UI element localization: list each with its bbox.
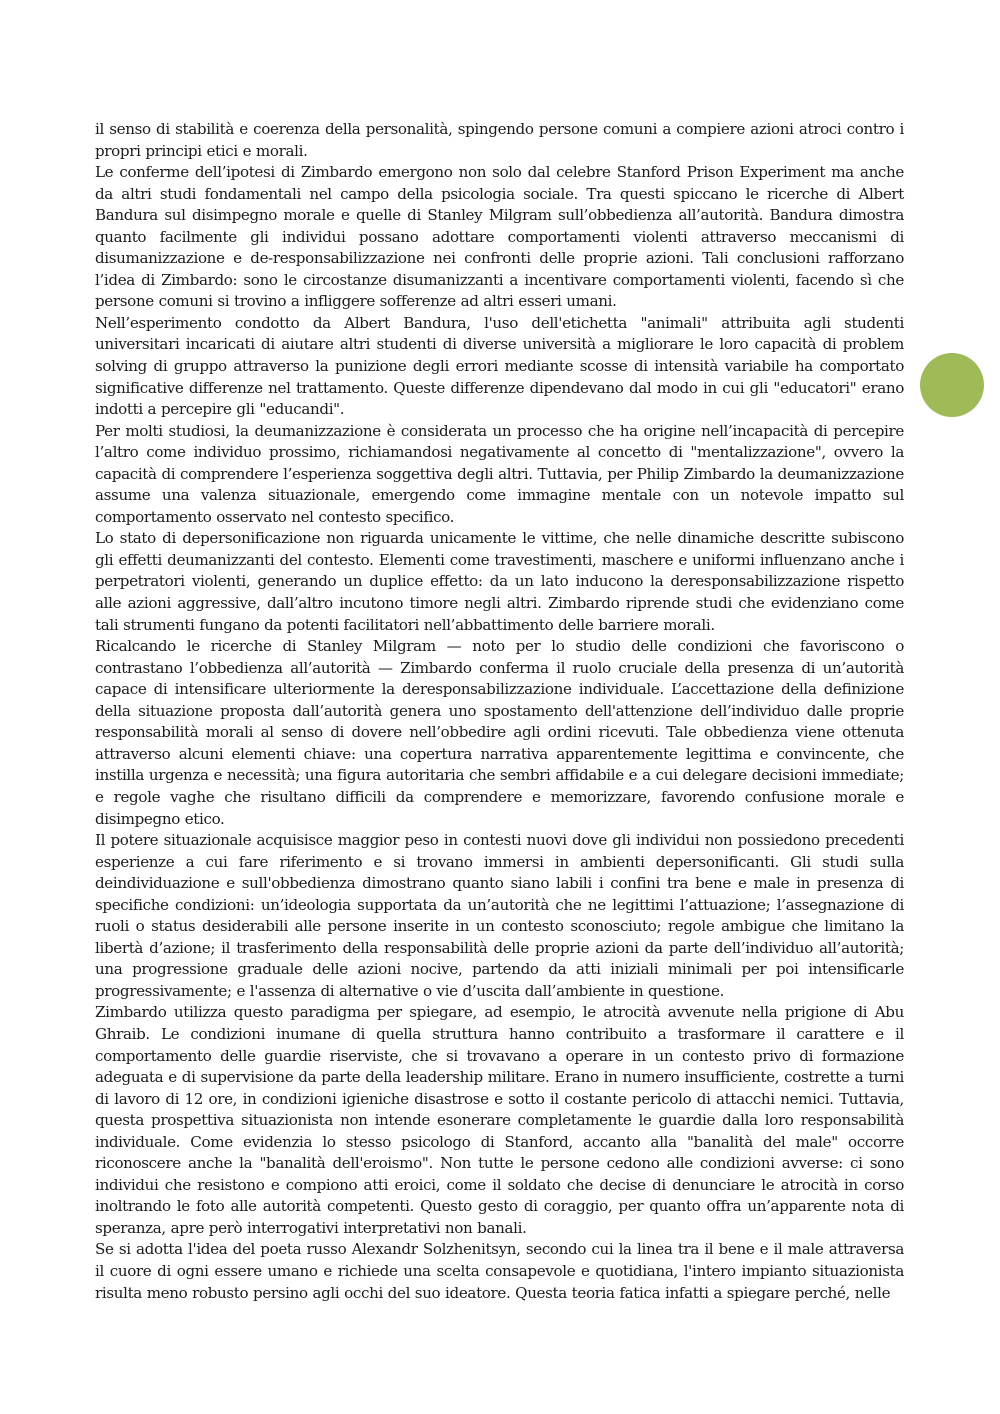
body-text (95, 119, 904, 1304)
paragraph-6: Ricalcando le ricerche di Stanley Milgram — noto per lo studio delle condizioni che favoriscono o contrastano l’obbedienza all’autorità — Zimbardo conferma il ruolo cruciale della presenza di un’autorità capace di intensificare ulteriormente la deresponsabilizzazione individuale. L’accettazione della definizione della situazione proposta dall’autorità genera uno spostamento dell'attenzione dell’individuo dalle proprie responsabilità morali al senso di dovere nell’obbedire agli ordini ricevuti. Tale obbedienza viene ottenuta attraverso alcuni elementi chiave: una copertura narrativa apparentemente legittima e convincente, che instilla urgenza e necessità; una figura autoritaria che sembri affidabile e a cui delegare decisioni immediate; e regole vaghe che risultano difficili da comprendere e memorizzare, favorendo confusione morale e disimpegno etico. (95, 637, 904, 828)
paragraph-1: il senso di stabilità e coerenza della personalità, spingendo persone comuni a compiere azioni atroci contro i propri principi etici e morali. (95, 120, 904, 160)
page-marker-circle (920, 353, 984, 417)
paragraph-4: Per molti studiosi, la deumanizzazione è considerata un processo che ha origine nell’incapacità di percepire l’altro come individuo prossimo, richiamandosi negativamente al concetto di "mentalizzazione", ovvero la capacità di comprendere l’esperienza soggettiva degli altri. Tuttavia, per Philip Zimbardo la deumanizzazione assume una valenza situazionale, emergendo come immagine mentale con un notevole impatto sul comportamento osservato nel contesto specifico. (95, 421, 904, 526)
paragraph-8: Zimbardo utilizza questo paradigma per spiegare, ad esempio, le atrocità avvenute nella prigione di Abu Ghraib. Le condizioni inumane di quella struttura hanno contribuito a trasformare il carattere e il comportamento delle guardie riserviste, che si trovavano a operare in un contesto privo di formazione adeguata e di supervisione da parte della leadership militare. Erano in numero insufficiente, costrette a turni di lavoro di 12 ore, in condizioni igieniche disastrose e sotto il costante pericolo di attacchi nemici. Tuttavia, questa prospettiva situazionista non intende esonerare completamente le guardie dalla loro responsabilità individuale. Come evidenzia lo stesso psicologo di Stanford, accanto alla "banalità del male" occorre riconoscere anche la "banalità dell'eroismo". Non tutte le persone cedono alle condizioni avverse: ci sono individui che resistono e compiono atti eroici, come il soldato che decise di denunciare le atrocità in corso inoltrando le foto alle autorità competenti. Questo gesto di coraggio, per quanto offra un’apparente nota di speranza, apre però interrogativi interpretativi non banali. (95, 1003, 904, 1237)
paragraph-5: Lo stato di depersonificazione non riguarda unicamente le vittime, che nelle dinamiche descritte subiscono gli effetti deumanizzanti del contesto. Elementi come travestimenti, maschere e uniformi influenzano anche i perpetratori violenti, generando un duplice effetto: da un lato inducono la deresponsabilizzazione rispetto alle azioni aggressive, dall’altro incutono timore negli altri. Zimbardo riprende studi che evidenziano come tali strumenti fungano da potenti facilitatori nell’abbattimento delle barriere morali. (95, 529, 904, 634)
paragraph-9: Se si adotta l'idea del poeta russo Alexandr Solzhenitsyn, secondo cui la linea tra il bene e il male attraversa il cuore di ogni essere umano e richiede una scelta consapevole e quotidiana, l'intero impianto situazionista risulta meno robusto persino agli occhi del suo ideatore. Questa teoria fatica infatti a spiegare perché, nelle (95, 1240, 904, 1302)
paragraph-3: Nell’esperimento condotto da Albert Bandura, l'uso dell'etichetta "animali" attribuita agli studenti universitari incaricati di aiutare altri studenti di diverse università a migliorare le loro capacità di problem solving di gruppo attraverso la punizione degli errori mediante scosse di intensità variabile ha comportato significative differenze nel trattamento. Queste differenze dipendevano dal modo in cui gli "educatori" erano indotti a percepire gli "educandi". (95, 313, 904, 419)
paragraph-2: Le conferme dell’ipotesi di Zimbardo emergono non solo dal celebre Stanford Prison Experiment ma anche da altri studi fondamentali nel campo della psicologia sociale. Tra questi spiccano le ricerche di Albert Bandura sul disimpegno morale e quelle di Stanley Milgram sull’obbedienza all’autorità. Bandura dimostra quanto facilmente gli individui possano adottare comportamenti violenti attraverso meccanismi di disumanizzazione e de-responsabilizzazione nei confronti delle proprie azioni. Tali conclusioni rafforzano l’idea di Zimbardo: sono le circostanze disumanizzanti a incentivare comportamenti violenti, facendo sì che persone comuni si trovino a infliggere sofferenze ad altri esseri umani. (95, 163, 904, 311)
paragraph-7: Il potere situazionale acquisisce maggior peso in contesti nuovi dove gli individui non possiedono precedenti esperienze a cui fare riferimento e si trovano immersi in ambienti depersonificanti. Gli studi sulla deindividuazione e sull'obbedienza dimostrano quanto siano labili i confini tra bene e male in presenza di specifiche condizioni: un’ideologia supportata da un’autorità che ne legittimi l’attuazione; l’assegnazione di ruoli o status desiderabili alle persone inserite in un contesto sconosciuto; regole ambigue che limitano la libertà d’azione; il trasferimento della responsabilità delle proprie azioni da parte dell’individuo all’autorità; una progressione graduale delle azioni nocive, partendo da atti iniziali minimali per poi intensificarle progressivamente; e l'assenza di alternative o vie d’uscita dall’ambiente in questione. (95, 831, 904, 1000)
